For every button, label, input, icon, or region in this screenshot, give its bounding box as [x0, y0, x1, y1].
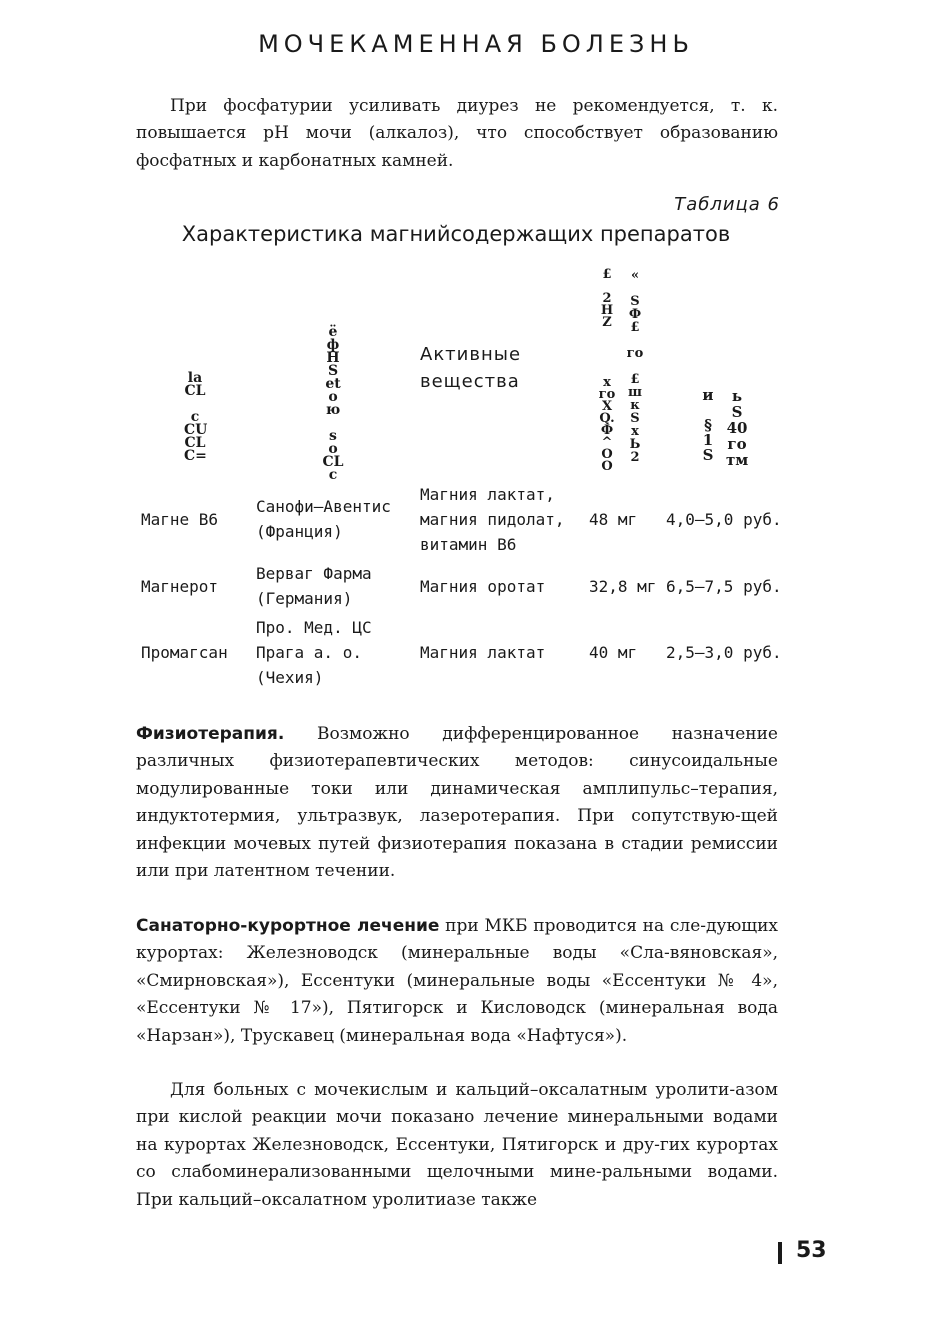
header-glyph: s: [329, 428, 337, 444]
cell-price: 4,0–5,0 руб.: [666, 510, 782, 529]
header-glyph: О: [601, 447, 613, 462]
header-col-dose-b: [624, 269, 646, 464]
header-glyph: Ф: [600, 423, 614, 438]
header-glyph: £: [602, 267, 612, 282]
cell-name: Магнерот: [141, 577, 219, 596]
header-glyph: x: [603, 375, 611, 390]
header-glyph: ю: [325, 402, 341, 418]
header-glyph: 40: [726, 419, 748, 437]
header-glyph: ш: [628, 385, 642, 400]
cell-dose: 48 мг: [589, 510, 638, 529]
header-glyph: S: [327, 363, 339, 379]
header-glyph: CU: [184, 422, 208, 438]
header-glyph: тм: [726, 451, 749, 469]
table-title: Характеристика магнийсодержащих препаратов: [181, 222, 731, 246]
header-active-line: Активные вещества: [420, 344, 522, 392]
header-glyph: C=: [184, 448, 207, 464]
cell-maker-line: Прага а. о.: [256, 643, 362, 662]
header-glyph: x: [631, 424, 639, 439]
spa-text: при МКБ проводится на сле-дующих курортах: Железноводск (минеральные воды «Сла-вяновская», «Смирновская»), Ессентуки (минеральные воды «Ессентуки № 4», «Ессентуки № 17»), Пятигорск и Кисловодск (минеральная вода «Нарзан»), Трускавец (минеральная вода «Нафтуся»).: [136, 916, 779, 1046]
header-glyph: го: [626, 346, 644, 361]
cell-maker-line: Верваг Фарма: [256, 564, 372, 583]
header-glyph: Ь: [629, 437, 641, 452]
header-glyph: го: [598, 387, 616, 402]
running-title: МОЧЕКАМЕННАЯ БОЛЕЗНЬ: [258, 30, 694, 58]
cell-dose: 40 мг: [589, 643, 638, 662]
header-col-active: [420, 341, 521, 395]
cell-active: [420, 574, 545, 599]
header-glyph: ё: [328, 324, 338, 340]
header-glyph: го: [727, 435, 747, 453]
header-glyph: la: [187, 370, 203, 386]
header-glyph: £: [630, 372, 640, 387]
header-glyph: Ф: [628, 307, 642, 322]
header-glyph: ь: [731, 387, 743, 405]
header-col-name: [184, 372, 206, 463]
cell-active-line: магния пидолат,: [420, 510, 565, 529]
header-glyph: и: [702, 386, 714, 404]
header-glyph: S: [702, 446, 714, 464]
header-glyph: о: [328, 389, 338, 405]
cell-maker-line: (Чехия): [256, 668, 324, 687]
header-glyph: §: [704, 416, 712, 434]
header-glyph: CL: [184, 383, 206, 399]
cell-maker: [256, 561, 372, 611]
cell-active-line: Магния лактат: [420, 643, 546, 662]
header-glyph: c: [190, 409, 200, 425]
spa-heading: Санаторно-курортное лечение: [136, 916, 440, 936]
cell-price: 2,5–3,0 руб.: [666, 643, 782, 662]
cell-maker: [256, 494, 391, 544]
page-number: 53: [796, 1238, 827, 1263]
header-glyph: CL: [184, 435, 206, 451]
header-glyph: S: [731, 403, 743, 421]
header-glyph: 2: [602, 291, 612, 306]
header-glyph: о: [328, 441, 338, 457]
cell-maker: [256, 615, 372, 690]
header-col-price-a: [697, 388, 719, 463]
header-glyph: 1: [702, 431, 714, 449]
cell-active: [420, 640, 545, 665]
header-glyph: 2: [630, 450, 640, 465]
header-glyph: X: [601, 399, 613, 414]
cell-active-line: Магния лактат,: [420, 485, 555, 504]
header-glyph: Q.: [599, 411, 615, 426]
header-col-dose-a: [596, 269, 618, 473]
cell-maker-line: (Франция): [256, 522, 343, 541]
cell-maker-line: (Германия): [256, 589, 353, 608]
header-glyph: S: [630, 294, 640, 309]
intro-paragraph: При фосфатурии усиливать диурез не рекомендуется, т. к. повышается pH мочи (алкалоз), что способствует образованию фосфатных и карбонатных камней.: [136, 96, 778, 171]
cell-active: [420, 482, 565, 557]
header-glyph: О: [601, 459, 613, 474]
header-glyph: Н: [600, 303, 614, 318]
header-glyph: ^: [601, 435, 613, 450]
cell-maker-line: Санофи–Авентис: [256, 497, 391, 516]
header-glyph: S: [630, 411, 640, 426]
table-caption: Таблица 6: [674, 194, 780, 215]
cell-price: 6,5–7,5 руб.: [666, 577, 782, 596]
physiotherapy-paragraph: [136, 721, 778, 885]
cell-dose: 32,8 мг: [589, 577, 657, 596]
header-glyph: к: [630, 398, 640, 413]
header-glyph: CL: [322, 454, 344, 470]
header-col-price-b: [726, 388, 748, 468]
header-glyph: Н: [326, 350, 340, 366]
header-glyph: £: [630, 320, 640, 335]
header-glyph: Z: [602, 315, 612, 330]
physiotherapy-heading: Физиотерапия.: [136, 724, 285, 744]
header-glyph: et: [325, 376, 341, 392]
cell-active-line: Магния оротат: [420, 577, 546, 596]
cell-active-line: витамин B6: [420, 535, 517, 554]
cell-maker-line: Про. Мед. ЦС: [256, 618, 372, 637]
header-glyph: с: [328, 467, 338, 483]
header-glyph: «: [630, 268, 640, 283]
header-col-maker: [322, 326, 344, 482]
spa-paragraph: [136, 913, 778, 1050]
page-number-bar: [778, 1242, 782, 1264]
cell-name: Магне B6: [141, 510, 219, 529]
header-glyph: ф: [326, 337, 340, 353]
cell-name: Промагсан: [141, 643, 228, 662]
closing-paragraph: Для больных с мочекислым и кальций–оксалатным уролити-азом при кислой реакции мочи показано лечение минеральными водами на курортах Железноводск, Ессентуки, Пятигорск и дру-гих курортах со слабоминерализованными щелочными мине-ральными водами. При кальций–оксалатном уролитиазе также: [136, 1080, 778, 1210]
physiotherapy-text: Возможно дифференцированное назначение различных физиотерапевтических методов: синусоидальные модулированные токи или динамическая амплипульс–терапия, индуктотермия, ультразвук, лазеротерапия. При сопутствую-щей инфекции мочевых путей физиотерапия показана в стадии ремиссии или при латентном течении.: [136, 724, 778, 882]
